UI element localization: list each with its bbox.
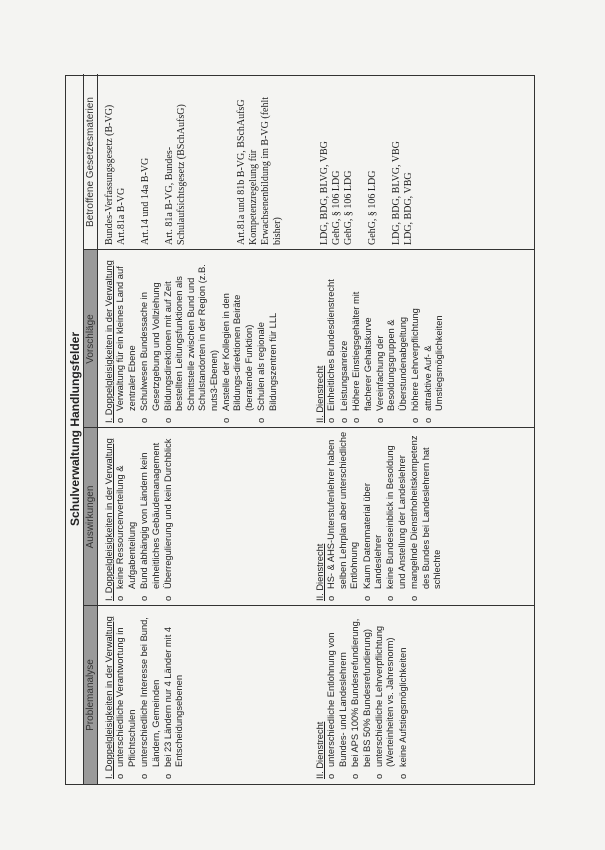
list-item: [115, 431, 138, 601]
header-gesetze: Betroffene Gesetzesmaterien: [84, 74, 98, 250]
list-item: [362, 431, 385, 601]
section-title: I. Doppelgleisigkeiten in der Verwaltung: [104, 260, 114, 423]
bullet-icon: o: [139, 595, 150, 601]
law-reference: [152, 77, 164, 245]
list-item-text: Leistungsanreize: [338, 340, 349, 411]
list-item: [385, 431, 408, 601]
problem-section-1: [104, 609, 187, 779]
list-item: [221, 253, 255, 423]
list-item-text: Vereinfachung der Besoldungsgruppen & Überstundenabgeltung: [375, 316, 408, 411]
bullet-icon: o: [385, 595, 396, 601]
list-item-text: Bildungsdirektionen mit auf Zeit bestellten Leitungsfunktionen als Schnittstelle zwischen Bund und Schulstandorten in der Region (z.B. nuts3-Ebenen): [163, 264, 219, 411]
column-gesetze: [98, 74, 534, 250]
problem-list-1: [115, 609, 185, 779]
list-item-text: mangelnde Dienstrhoheitskompetenz des Bundes bei Landeslehrern hat schlechte: [409, 435, 443, 589]
list-item-text: Einheitliches Bundesdienstrecht: [326, 279, 337, 411]
list-item: [339, 253, 350, 423]
law-reference: Art.14 und 14a B-VG: [140, 157, 151, 245]
list-item: [163, 609, 186, 779]
bullet-icon: o: [375, 417, 386, 423]
list-item-text: unterschiedliche Lehrverpflichtung (Werteinheiten vs. Jahresnorm): [374, 625, 396, 767]
proposals-section-1: [104, 253, 280, 423]
proposals-list-1: [115, 253, 279, 423]
law-reference: GehG, § 106 LDG: [367, 170, 378, 245]
bullet-icon: o: [326, 595, 337, 601]
problem-section-2: [315, 609, 410, 779]
law-reference: Art.81a B-VG: [116, 187, 127, 245]
law-reference: Art.81a und 81b B-VG, BSchAufsG: [236, 99, 247, 245]
list-item: [351, 253, 374, 423]
bullet-icon: o: [361, 595, 372, 601]
bullet-icon: o: [163, 417, 174, 423]
bullet-icon: o: [139, 773, 150, 779]
list-item-text: Bund abhängig von Ländern kein einheitliches Gebäudemanagement: [139, 442, 161, 589]
list-item: [256, 253, 279, 423]
list-item-text: Kaum Datenmaterial über Landeslehrer: [361, 483, 384, 589]
bullet-icon: o: [221, 417, 232, 423]
table-title: Schulverwaltung Handlungsfelder: [66, 74, 84, 784]
law-reference: GehG, § 106 LDG: [331, 170, 342, 245]
list-item: [326, 431, 360, 601]
bullet-icon: o: [350, 773, 361, 779]
list-item-text: Anstelle der Kollegien in den Bildungs-direktionen Beiräte (beratende Funktion): [221, 293, 254, 411]
law-reference: GehG, § 106 LDG: [343, 170, 354, 245]
proposals-section-2: [315, 253, 446, 423]
list-item-text: Schulen als regionale Bildungszentren für LLL: [256, 312, 278, 411]
list-item: [163, 431, 174, 601]
column-problemanalyse: [98, 606, 534, 784]
section-title: I. Doppelgleisigkeiten in der Verwaltung: [104, 616, 114, 779]
law-reference: [212, 77, 224, 245]
bullet-icon: o: [139, 417, 150, 423]
header-problemanalyse: Problemanalyse: [84, 606, 98, 784]
handlungsfelder-table: [65, 75, 535, 785]
bullet-icon: o: [115, 595, 126, 601]
list-item-text: bei APS 100% Bundesrefundierung, bei BS 50% Bundesrefundierung): [350, 618, 372, 767]
bullet-icon: o: [163, 595, 174, 601]
bullet-icon: o: [256, 417, 267, 423]
list-item-text: unterschiedliche Interesse bei Bund, Ländern, Gemeinden: [139, 617, 161, 767]
law-reference: LDG, BDG, BLVG, VBG: [391, 141, 402, 245]
bullet-icon: o: [409, 595, 420, 601]
list-item-text: attraktive Auf- & Umstiegsmöglichkeiten: [422, 315, 445, 411]
section-title: I. Doppelgleisigkeiten in der Verwaltung: [104, 438, 114, 601]
effects-list-2: [326, 431, 443, 601]
list-item-text: unterschiedliche Entlohnung von Bundes- und Landeslehrern: [326, 632, 348, 767]
list-item-text: Überregulierung und kein Durchblick: [163, 438, 174, 589]
effects-section-1: [104, 431, 175, 601]
bullet-icon: o: [422, 417, 433, 423]
bullet-icon: o: [115, 417, 126, 423]
effects-list-1: [115, 431, 174, 601]
list-item-text: bei 23 Ländern nur 4 Länder mit 4 Entscheidungsebenen: [163, 626, 185, 767]
column-vorschlaege: [98, 250, 534, 428]
bullet-icon: o: [351, 417, 362, 423]
law-reference: Kompetenzregelung für Erwachsenenbildung im B-VG (fehlt bisher): [248, 96, 283, 245]
list-item: [423, 253, 446, 423]
list-item: [139, 609, 162, 779]
law-reference: Bundes-Verfassungsgesetz (B-VG): [104, 104, 115, 245]
proposals-list-2: [326, 253, 445, 423]
list-item: [410, 253, 421, 423]
list-item-text: HS- & AHS-Unterstufenlehrer haben selben Lehrplan aber unterschiedliche Entlohnung: [326, 431, 360, 589]
list-item-text: Höhere Einstiegsgehälter mit flacherer Gehaltskurve: [351, 291, 373, 411]
law-reference: LDG, BDG, VBG: [403, 172, 414, 245]
bullet-icon: o: [326, 417, 337, 423]
rotated-table-page: [65, 75, 535, 785]
bullet-icon: o: [397, 773, 408, 779]
bullet-icon: o: [163, 773, 174, 779]
bullet-icon: o: [410, 417, 421, 423]
list-item: [326, 609, 349, 779]
list-item: [326, 253, 337, 423]
bullet-icon: o: [115, 773, 126, 779]
laws-section-2: [319, 77, 415, 245]
list-item: [139, 253, 162, 423]
list-item-text: keine Bundeseinblick in Besoldung und Anstellung der Landeslehrer: [385, 445, 407, 589]
list-item: [374, 609, 397, 779]
list-item-text: keine Ressourcenverteilung & Aufgabenteilung: [115, 465, 137, 589]
law-reference: [355, 77, 367, 245]
bullet-icon: o: [338, 417, 349, 423]
list-item-text: unterschiedliche Verantwortung in Pflichtschulen: [115, 627, 137, 767]
law-reference: [200, 77, 212, 245]
list-item: [409, 431, 443, 601]
list-item: [375, 253, 409, 423]
law-reference: [128, 77, 140, 245]
list-item: [115, 609, 138, 779]
list-item: [398, 609, 409, 779]
list-item: [350, 609, 373, 779]
bullet-icon: o: [326, 773, 337, 779]
effects-section-2: [315, 431, 444, 601]
list-item: [115, 253, 138, 423]
list-item-text: Verwaltung für ein kleines Land auf zentraler Ebene: [115, 266, 137, 411]
law-reference: [188, 77, 200, 245]
section-title: II. Dienstrecht: [315, 365, 325, 423]
header-auswirkungen: Auswirkungen: [84, 428, 98, 606]
header-vorschlaege: Vorschläge: [84, 250, 98, 428]
section-title: II. Dienstrecht: [315, 543, 325, 601]
list-item-text: Schulwesen Bundessache in Gesetzgebung und Vollziehung: [139, 282, 161, 411]
law-reference: [379, 77, 391, 245]
list-item-text: keine Aufstiegsmöglichkeiten: [397, 647, 408, 767]
list-item: [139, 431, 162, 601]
law-reference: [224, 77, 236, 245]
list-item: [163, 253, 220, 423]
list-item-text: höhere Lehrverpflichtung: [410, 308, 421, 411]
law-reference: Art. 81a B-VG, Bundes-Schulaufsichtsgesetz (BSchAufsG): [164, 104, 187, 245]
law-reference: LDG, BDG, BLVG, VBG: [319, 141, 330, 245]
section-title: II. Dienstrecht: [315, 721, 325, 779]
column-auswirkungen: [98, 428, 534, 606]
laws-section-1: [104, 77, 284, 245]
bullet-icon: o: [374, 773, 385, 779]
problem-list-2: [326, 609, 409, 779]
